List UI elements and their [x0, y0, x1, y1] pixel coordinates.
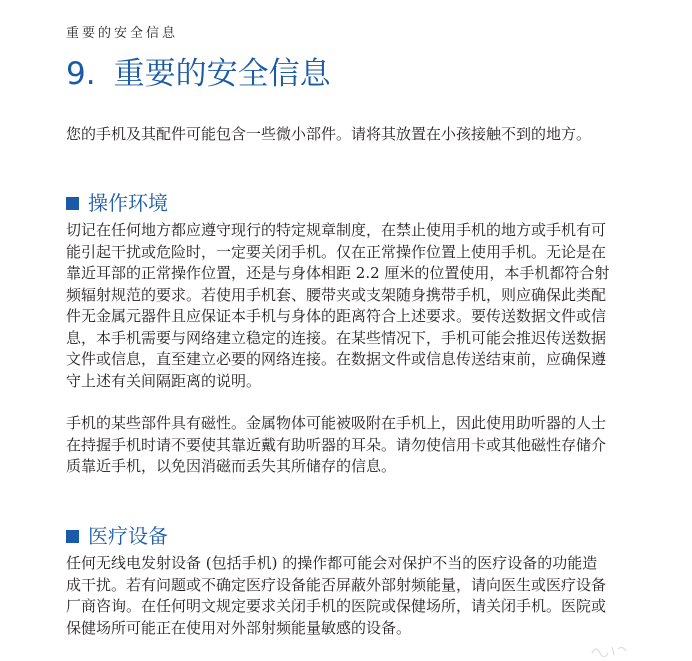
section-heading-text: 操作环境: [88, 191, 168, 215]
chapter-title-text: 重要的安全信息: [113, 56, 331, 92]
square-bullet-icon: [66, 530, 79, 543]
section-heading-medical-devices: [66, 523, 168, 549]
chapter-title: [66, 52, 331, 96]
operating-environment-paragraph-1: 切记在任何地方都应遵守现行的特定规章制度，在禁止使用手机的地方或手机有可能引起干扰或危险时，一定要关闭手机。仅在正常操作位置上使用手机。无论是在靠近耳部的正常操作位置，还是与身体相距 2.2 厘米的位置使用，本手机都符合射频辐射规范的要求。若使用手机套、腰带夹或支架随身携带手机，则应确保此类配件无金属元器件且应保证本手机与身体的距离符合上述要求。要传送数据文件或信息，本手机需要与网络建立稳定的连接。在某些情况下，手机可能会推迟传送数据文件或信息，直至建立必要的网络连接。在数据文件或信息传送结束前，应确保遵守上述有关间隔距离的说明。: [66, 221, 610, 390]
chapter-number: 9.: [66, 56, 96, 92]
intro-paragraph: 您的手机及其配件可能包含一些微小部件。请将其放置在小孩接触不到的地方。: [66, 125, 592, 143]
section-heading-operating-environment: [66, 190, 168, 216]
running-header: 重要的安全信息: [66, 26, 179, 41]
section-heading-text: 医疗设备: [88, 524, 168, 548]
medical-devices-paragraph: 任何无线电发射设备 (包括手机) 的操作都可能会对保护不当的医疗设备的功能造成干扰。若有问题或不确定医疗设备能否屏蔽外部射频能量，请向医生或医疗设备厂商咨询。在任何明文规定要求关闭手机的医院或保健场所，请关闭手机。医院或保健场所可能正在使用对外部射频能量敏感的设备。: [66, 554, 607, 637]
watermark-icon: [590, 643, 630, 657]
operating-environment-paragraph-2: 手机的某些部件具有磁性。金属物体可能被吸附在手机上，因此使用助听器的人士在持握手机时请不要使其靠近戴有助听器的耳朵。请勿使信用卡或其他磁性存储介质靠近手机，以免因消磁而丢失其所储存的信息。: [66, 414, 607, 475]
square-bullet-icon: [66, 197, 79, 210]
